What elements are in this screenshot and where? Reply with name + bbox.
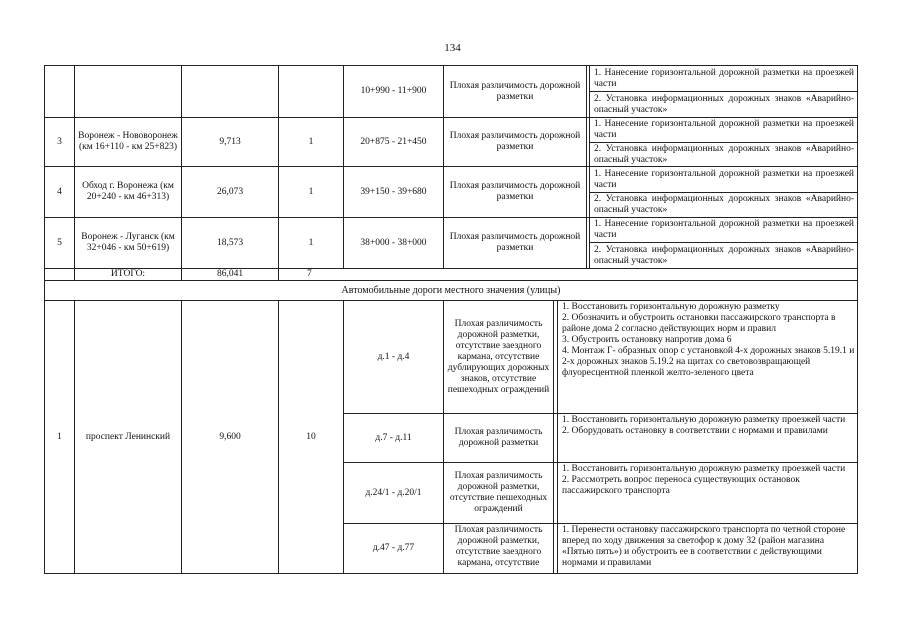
km-range-cell (344, 118, 443, 166)
houses-cell (344, 414, 443, 462)
measure-cell (558, 464, 857, 523)
length-cell (182, 301, 278, 573)
count-cell (279, 301, 343, 573)
measure-text: 2. Установка информационных дорожных знаков «Аварийно-опасный участок» (594, 244, 854, 266)
problem-cell (444, 414, 553, 462)
row-number: 4 (57, 186, 62, 197)
length-cell (182, 218, 278, 268)
row-number: 3 (57, 136, 62, 147)
houses-cell (344, 524, 443, 573)
km-range-cell (344, 218, 443, 268)
count-value: 1 (308, 237, 314, 248)
total-label-text: ИТОГО: (110, 269, 146, 279)
measure-cell (590, 66, 857, 91)
row-number: 5 (57, 237, 62, 248)
measure-cell (590, 143, 857, 166)
length-cell (182, 167, 278, 217)
problem-text: Плохая различимость дорожной разметки, отсутствие пешеходных ограждений (449, 471, 548, 514)
measure-text: 1. Перенести остановку пассажирского транспорта по четной стороне вперед по ходу движения за светофор к дому 32 (район магазина «Пятью пять») и обустроить ее в соответствии с действующими нормами и правилами (562, 525, 846, 568)
row-number-cell (45, 218, 74, 268)
length-value: 9,600 (219, 431, 241, 442)
measure-text: 1. Нанесение горизонтальной дорожной разметки на проезжей части (594, 219, 854, 240)
measure-text: 1. Восстановить горизонтальную дорожную разметку 2. Обозначить и обустроить остановки пассажирского транспорта в районе дома 2 согласно действующих норм и правил 3. Обустроить остановку напротив дома 6 4. Монтаж Г- образных опор с установкой 4-х дорожных знаков 5.19.1 и 2-х дорожных знаков 5.19.2 на щитах со световозвращающей флуоресцентной пленкой желто-зеленого цвета (562, 302, 855, 378)
measure-cell (590, 118, 857, 142)
row-number-cell (45, 118, 74, 166)
road-name: Обход г. Воронежа (км 20+240 - км 46+313) (82, 181, 174, 202)
houses-cell (344, 463, 443, 523)
problem-text: Плохая различимость дорожной разметки (449, 181, 581, 202)
measure-cell (590, 167, 857, 192)
km-range-text: 39+150 - 39+680 (360, 186, 427, 197)
road-name-cell (75, 301, 181, 573)
problem-cell (444, 218, 586, 268)
length-value: 9,713 (219, 136, 241, 147)
measure-text: 1. Нанесение горизонтальной дорожной разметки на проезжей части (594, 168, 854, 190)
count-cell (279, 167, 343, 217)
houses-text: д.24/1 - д.20/1 (365, 487, 422, 498)
total-count-value: 7 (307, 269, 312, 279)
length-value: 18,573 (216, 237, 244, 248)
total-length-value: 86,041 (216, 269, 244, 279)
road-name-cell (75, 167, 181, 217)
table-border (586, 65, 587, 269)
problem-cell (444, 525, 553, 573)
houses-text: д.47 - д.77 (372, 543, 415, 553)
section-title-text: Автомобильные дороги местного значения (улицы) (341, 285, 561, 296)
km-range-text: 20+875 - 21+450 (360, 136, 427, 147)
road-name-cell (75, 218, 181, 268)
problem-text: Плохая различимость дорожной разметки, отсутствие заездного кармана, отсутствие (454, 525, 543, 568)
measure-text: 1. Восстановить горизонтальную дорожную разметку проезжей части 2. Оборудовать остановку в соответствии с нормами и правилами (562, 415, 846, 436)
problem-cell (444, 301, 553, 413)
measure-cell (558, 302, 857, 413)
measure-cell (590, 243, 857, 268)
problem-text: Плохая различимость дорожной разметки (454, 427, 543, 448)
row-number: 1 (57, 431, 62, 442)
road-name: проспект Ленинский (85, 431, 171, 442)
measure-cell (558, 525, 857, 573)
measure-text: 1. Нанесение горизонтальной дорожной разметки на проезжей части (594, 119, 854, 140)
section-title (45, 281, 857, 300)
count-value: 10 (306, 431, 316, 442)
total-label (75, 269, 181, 280)
km-range-cell (344, 66, 443, 117)
problem-text: Плохая различимость дорожной разметки (449, 80, 581, 102)
problem-text: Плохая различимость дорожной разметки (449, 232, 581, 253)
measure-cell (590, 92, 857, 117)
measure-cell (590, 218, 857, 242)
measure-text: 2. Установка информационных дорожных знаков «Аварийно-опасный участок» (594, 143, 854, 165)
road-name-cell (75, 118, 181, 166)
km-range-text: 38+000 - 38+000 (360, 237, 427, 248)
measure-cell (558, 415, 857, 462)
table-border (857, 65, 858, 574)
km-range-cell (344, 167, 443, 217)
total-length (182, 269, 278, 280)
measure-text: 2. Установка информационных дорожных знаков «Аварийно-опасный участок» (594, 194, 854, 215)
count-value: 1 (308, 186, 314, 197)
length-value: 26,073 (216, 186, 244, 197)
houses-cell (344, 301, 443, 413)
problem-cell (444, 118, 586, 166)
measure-cell (590, 193, 857, 217)
measure-text: 1. Нанесение горизонтальной дорожной разметки на проезжей части (594, 67, 854, 89)
road-name: Воронеж - Луганск (км 32+046 - км 50+619) (81, 232, 175, 253)
table-border (553, 300, 554, 574)
count-cell (279, 118, 343, 166)
problem-cell (444, 463, 553, 523)
houses-text: д.1 - д.4 (377, 351, 410, 362)
row-number-cell (45, 301, 74, 573)
problem-cell (444, 66, 586, 117)
count-value: 1 (308, 136, 314, 147)
problem-text: Плохая различимость дорожной разметки (449, 131, 581, 152)
problem-cell (444, 167, 586, 217)
houses-text: д.7 - д.11 (375, 432, 412, 443)
count-cell (279, 218, 343, 268)
length-cell (182, 118, 278, 166)
measure-text: 2. Установка информационных дорожных знаков «Аварийно-опасный участок» (594, 93, 854, 115)
measure-text: 1. Восстановить горизонтальную дорожную разметку проезжей части 2. Рассмотреть вопрос переноса существующих остановок пассажирского транспорта (562, 464, 846, 496)
total-count (279, 269, 343, 280)
km-range-text: 10+990 - 11+900 (360, 86, 427, 96)
road-name: Воронеж - Нововоронеж (км 16+110 - км 25+823) (78, 131, 178, 152)
problem-text: Плохая различимость дорожной разметки, отсутствие заездного кармана, отсутствие дублирующих дорожных знаков, отсутствие пешеходных ограждений (447, 318, 550, 395)
row-number-cell (45, 167, 74, 217)
page-number: 134 (444, 42, 461, 54)
table-border (44, 573, 858, 574)
